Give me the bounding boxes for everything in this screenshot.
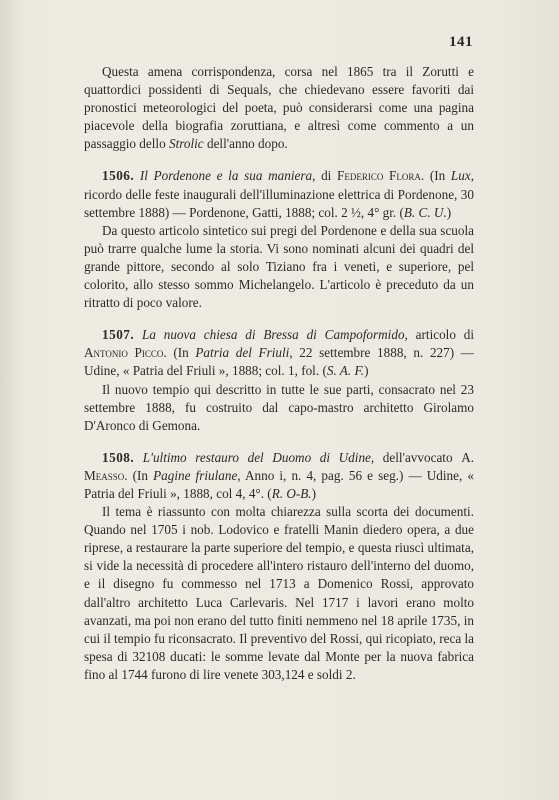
entry-author: Antonio Picco bbox=[84, 345, 164, 361]
entry-ref-text: ) bbox=[311, 485, 317, 501]
entry-source: Pagine friulane bbox=[153, 467, 238, 483]
page-number: 141 bbox=[449, 34, 473, 50]
entry-body: Il tema è riassunto con molta chiarezza sulla scorta dei documenti. Quando nel 1705 i nob. Lodovico e fratelli Manin diedero opera, a due riprese, a restaurare la parte superiore del tempio, e questa riuscì ultimata, si vide la necessità di procedere all'intero ristauro dell'interno del duomo, e il disegno fu commesso nel 1713 a Domenico Rossi, approvato dall'altro architetto Luca Carlevaris. Nel 1717 i lavori erano molto avanzati, ma poi non erano del tutto finiti nemmeno nel 18 aprile 1735, in cui il tempio fu riconsacrato. Il preventivo del Rossi, qui ricopiato, reca la spesa di 32108 ducati: le somme levate dal Monte per la nuova fabrica fino al 1744 furono di lire venete 303,124 e soldi 2. bbox=[84, 504, 475, 682]
entry-ref-text: , Anno i, n. 4, pag. 56 e seg.) — Udine, « Patria del Friuli », 1888, col 4, 4°. ( bbox=[84, 467, 474, 501]
entry-author: A. Measso bbox=[84, 449, 475, 483]
entry-1508 bbox=[84, 449, 474, 684]
entry-source: Lux bbox=[450, 168, 471, 184]
entry-body: Da questo articolo sintetico sui pregi del Pordenone e della sua scuola può trarre qualche lume la storia. Vi sono nominati alcuni dei quadri del grande pittore, secondo al solo Tiziano fra i veneti, e superiore, pel colorito, allo stesso sommo Michelangelo. L'articolo è preceduto da un ritratto di poco valore. bbox=[84, 222, 474, 311]
entry-connector: , dell'avvocato bbox=[370, 449, 462, 465]
intro-paragraph bbox=[84, 63, 474, 153]
entry-ref-text: . (In bbox=[124, 467, 154, 483]
entry-body: Il nuovo tempio qui descritto in tutte le sue parti, consacrato nel 23 settembre 1888, fu costruito dal capo-mastro architetto Girolamo D'Aronco di Gemona. bbox=[84, 381, 474, 433]
entry-ref-text: ) bbox=[446, 204, 452, 220]
entry-heading bbox=[84, 326, 474, 380]
entry-title: L'ultimo restauro del Duomo di Udine bbox=[142, 449, 371, 465]
entry-sigla: R. O-B. bbox=[271, 485, 312, 501]
entry-connector: , articolo di bbox=[404, 327, 475, 343]
entry-number: 1507. bbox=[102, 327, 135, 343]
entry-ref-text: ) bbox=[364, 363, 369, 379]
entry-title: Il Pordenone e la sua maniera bbox=[139, 168, 313, 184]
entry-connector: , di bbox=[312, 168, 338, 184]
entry-1506 bbox=[84, 167, 474, 312]
entry-sigla: S. A. F. bbox=[326, 363, 365, 379]
entry-ref-text: , ricordo delle feste inaugurali dell'illuminazione elettrica di Pordenone, 30 settembre 1888) — Pordenone, Gatti, 1888; col. 2 ½, 4° gr. ( bbox=[84, 168, 474, 220]
entry-number: 1508. bbox=[102, 449, 135, 465]
intro-text-end: dell'anno dopo. bbox=[203, 136, 288, 152]
entry-ref-text: , 22 settembre 1888, n. 227) — Udine, « Patria del Friuli », 1888; col. 1, fol. ( bbox=[84, 345, 474, 379]
entry-heading bbox=[84, 167, 474, 221]
entry-heading bbox=[84, 449, 474, 503]
entry-1507 bbox=[84, 326, 474, 435]
intro-text: Questa amena corrispondenza, corsa nel 1865 tra il Zorutti e quattordici possidenti di Sequals, che chiedevano essere favoriti dai pronostici meteorologici del poeta, può considerarsi come una pagina piacevole della biografia zoruttiana, e altresì come commento a un passaggio dello bbox=[84, 64, 474, 152]
entry-ref-text: . (In bbox=[163, 345, 196, 361]
page-body bbox=[84, 63, 474, 684]
entry-ref-text: . (In bbox=[420, 168, 451, 184]
entry-source: Patria del Friuli bbox=[195, 345, 290, 361]
entry-title: La nuova chiesa di Bressa di Campoformido bbox=[142, 327, 405, 343]
entry-number: 1506. bbox=[102, 168, 135, 184]
entry-sigla: B. C. U. bbox=[403, 204, 447, 220]
entry-author: Federico Flora bbox=[337, 168, 421, 184]
intro-italic-title: Strolic bbox=[168, 136, 204, 152]
